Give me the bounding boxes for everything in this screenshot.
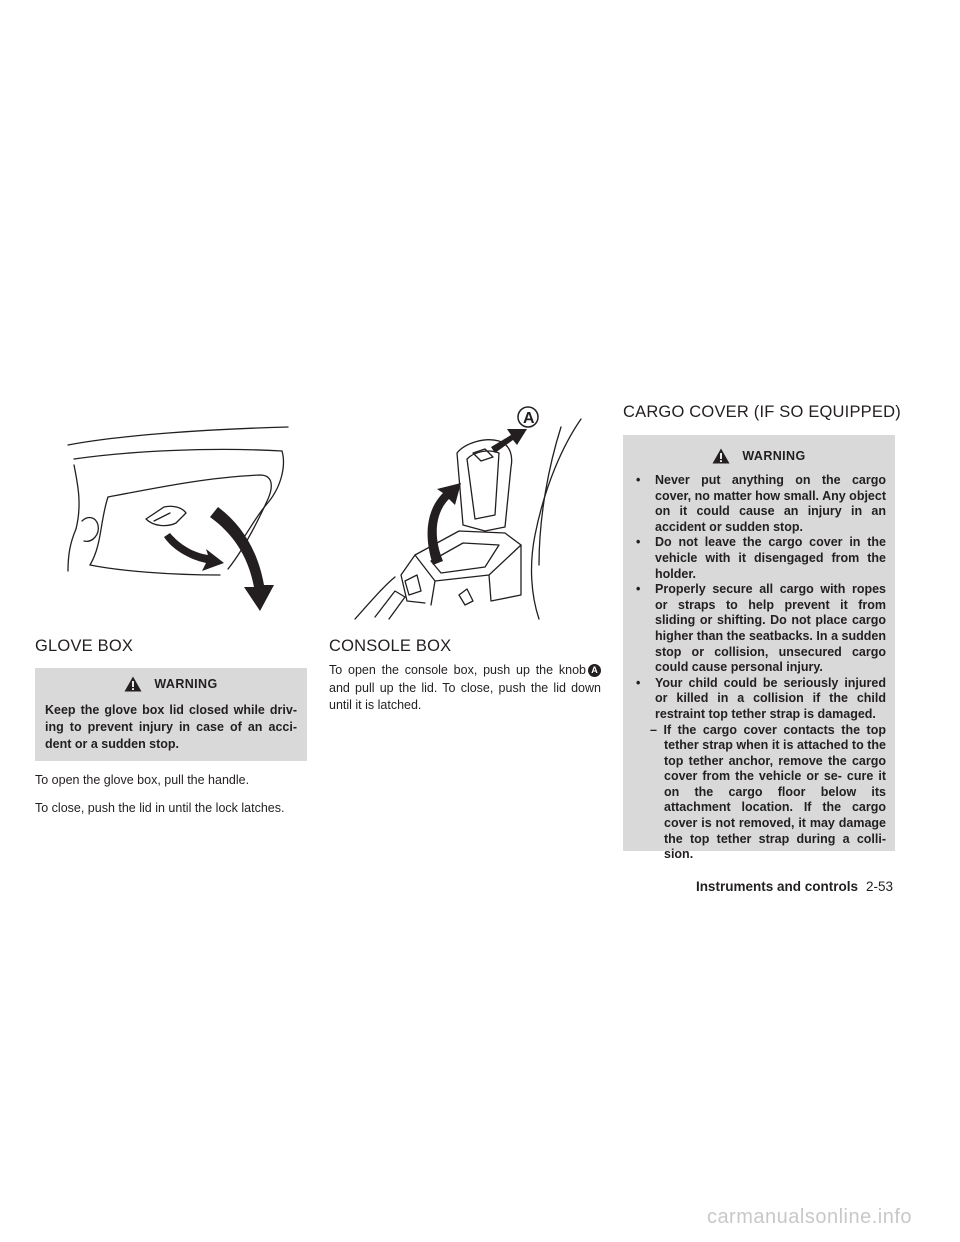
list-item: • Never put anything on the cargo cover, no matter how small. Any object on it could cause an injury in an accident or sudden stop. bbox=[636, 473, 886, 534]
glove-box-warning-text: Keep the glove box lid closed while driv- ing to prevent injury in case of an acci- dent or a sudden stop. bbox=[45, 703, 297, 751]
cargo-warning-list bbox=[632, 473, 886, 723]
page-footer bbox=[696, 879, 893, 894]
list-item: • Your child could be seriously injured or killed in a collision if the child restraint top tether strap is damaged. bbox=[636, 675, 886, 721]
watermark: carmanualsonline.info bbox=[706, 1206, 912, 1228]
warning-label: WARNING bbox=[742, 449, 806, 463]
footer-section-title: Instruments and controls bbox=[695, 879, 858, 894]
list-item: • Properly secure all cargo with ropes or straps to help prevent it from sliding or shifting. Do not place cargo higher than the seatbacks. In a sudden stop or collision, unsecured cargo could cause personal injury. bbox=[636, 582, 886, 675]
glove-box-heading: GLOVE BOX bbox=[35, 637, 134, 655]
glove-box-warning-body-box bbox=[35, 698, 307, 761]
knob-label-a: A bbox=[588, 664, 601, 677]
console-box-heading: CONSOLE BOX bbox=[329, 637, 452, 655]
console-box-text-start: To open the console box, push up the knob bbox=[329, 663, 586, 677]
figure-label-a: A bbox=[523, 410, 535, 427]
glove-box-close-text: To close, push the lid in until the lock latches. bbox=[35, 800, 285, 815]
warning-label: WARNING bbox=[154, 677, 218, 691]
warning-icon bbox=[712, 448, 730, 464]
warning-icon bbox=[124, 676, 142, 692]
console-box-body bbox=[329, 662, 601, 715]
console-box-text-end: and pull up the lid. To close, push the lid down until it is latched. bbox=[329, 680, 601, 712]
console-box-illustration bbox=[335, 405, 595, 625]
glove-box-illustration bbox=[60, 425, 300, 615]
glove-box-body bbox=[35, 772, 307, 827]
cargo-cover-heading: CARGO COVER (IF SO EQUIPPED) bbox=[623, 403, 901, 421]
warning-header bbox=[45, 676, 297, 692]
footer-page-number: 2-53 bbox=[865, 879, 893, 894]
cargo-sub-item: – If the cargo cover contacts the top tether strap when it is attached to the top tether anchor, remove the cargo cover from the vehicle or se- cure it on the cargo floor below its attachment location. If the cargo cover is not removed, it may damage the top tether strap during a colli- sion. bbox=[650, 722, 886, 862]
glove-box-open-text: To open the glove box, pull the handle. bbox=[35, 773, 250, 787]
warning-header bbox=[632, 448, 886, 464]
list-item: • Do not leave the cargo cover in the vehicle with it disengaged from the holder. bbox=[636, 535, 886, 581]
cargo-cover-warning-box bbox=[623, 435, 895, 862]
